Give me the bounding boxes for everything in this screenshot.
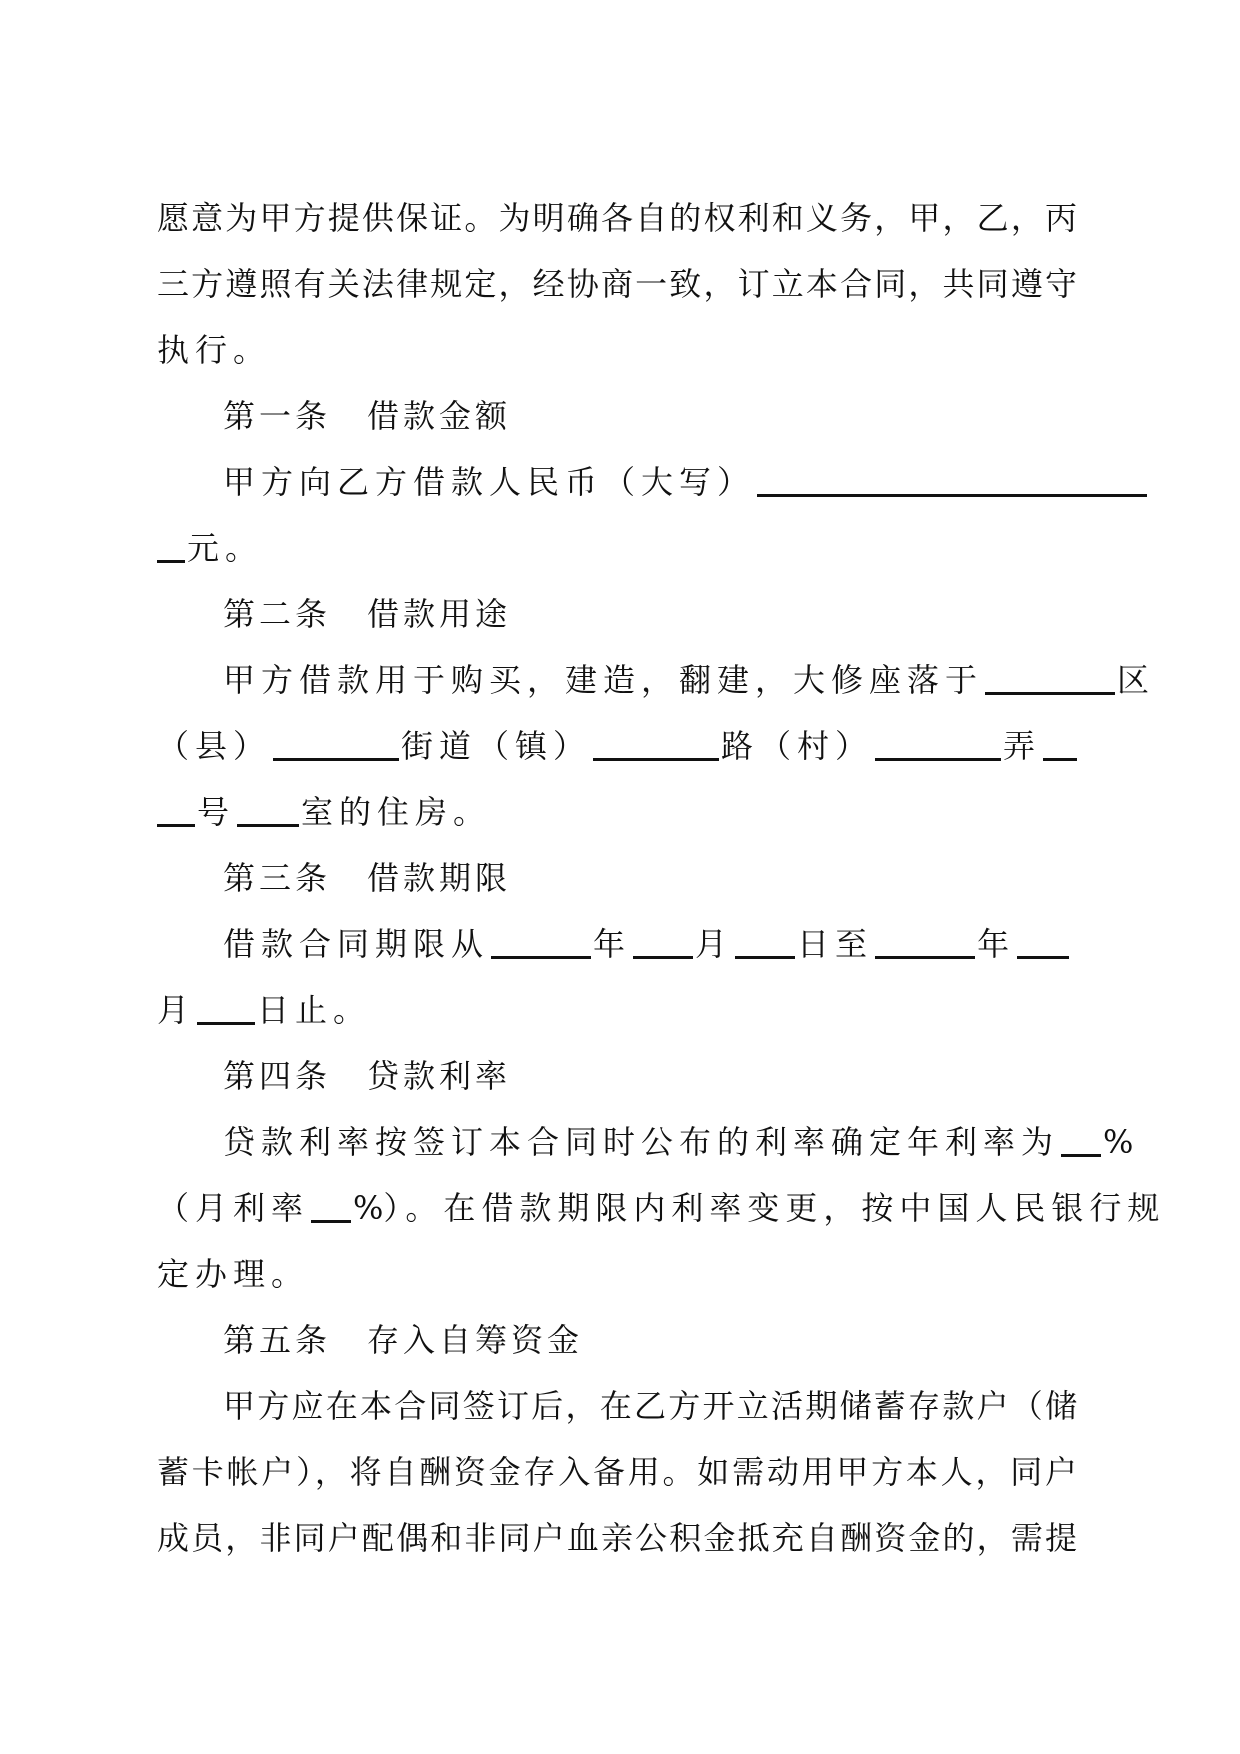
term-from-label: 借款合同期限从 [223, 925, 490, 963]
number-label: 号 [197, 793, 236, 831]
lane-label: 弄 [1003, 727, 1042, 765]
monthly-rate-percent: % [353, 1189, 384, 1227]
loan-amount-blank[interactable] [757, 454, 1147, 497]
article-2-line-1 [157, 647, 1156, 713]
lane-blank-cont[interactable] [157, 784, 195, 827]
document-page [157, 185, 1166, 1571]
article-4-text: 贷款利率按签订本合同时公布的利率确定年利率为 [223, 1123, 1060, 1161]
article-4-line-3: 定办理。 [157, 1255, 310, 1293]
article-2-line-3 [157, 779, 1077, 845]
district-label: 区 [1117, 661, 1156, 699]
article-4-line-1 [157, 1109, 1134, 1175]
street-label: 街道（镇） [401, 727, 592, 765]
intro-line-3: 执行。 [157, 331, 272, 369]
start-month-blank[interactable] [633, 916, 693, 959]
start-year-blank[interactable] [491, 916, 591, 959]
district-blank[interactable] [985, 652, 1115, 695]
article-3-heading: 第三条 借款期限 [223, 859, 512, 897]
county-label: （县） [157, 727, 272, 765]
article-2-line-2 [157, 713, 1077, 779]
room-label: 室的住房。 [301, 793, 492, 831]
monthly-rate-blank[interactable] [311, 1180, 351, 1223]
number-blank[interactable] [237, 784, 299, 827]
intro-line-2: 三方遵照有关法律规定，经协商一致，订立本合同，共同遵守 [157, 265, 1077, 303]
article-5-line-2: 蓄卡帐户），将自酬资金存入备用。如需动用甲方本人，同户 [157, 1453, 1077, 1491]
lane-blank[interactable] [1043, 718, 1077, 761]
end-month-label: 月 [157, 991, 196, 1029]
article-4-text-2: ）。在借款期限内利率变更，按中国人民银行规 [383, 1189, 1166, 1227]
end-month-blank[interactable] [1017, 916, 1069, 959]
article-5-line-3: 成员，非同户配偶和非同户血亲公积金抵充自酬资金的，需提 [157, 1519, 1077, 1557]
start-day-blank[interactable] [735, 916, 795, 959]
end-year-blank[interactable] [875, 916, 975, 959]
end-day-blank[interactable] [197, 982, 255, 1025]
road-label: 路（村） [721, 727, 874, 765]
article-3-line-1 [157, 911, 1077, 977]
article-1-line-2 [157, 515, 1077, 581]
article-3-line-2 [157, 977, 1077, 1043]
loan-amount-blank-cont[interactable] [157, 520, 185, 563]
monthly-rate-label: （月利率 [157, 1189, 310, 1227]
end-year-label: 年 [977, 925, 1016, 963]
intro-line-1: 愿意为甲方提供保证。为明确各自的权利和义务，甲，乙，丙 [157, 199, 1077, 237]
county-blank[interactable] [273, 718, 399, 761]
year-label: 年 [593, 925, 632, 963]
article-1-text: 甲方向乙方借款人民币（大写） [223, 463, 756, 501]
article-2-text: 甲方借款用于购买，建造，翻建，大修座落于 [223, 661, 984, 699]
article-2-heading: 第二条 借款用途 [223, 595, 512, 633]
article-1-line-1 [157, 449, 1077, 515]
article-1-heading: 第一条 借款金额 [223, 397, 512, 435]
article-4-line-2 [157, 1175, 1166, 1241]
yuan-label: 元。 [187, 529, 264, 567]
annual-rate-blank[interactable] [1061, 1114, 1101, 1157]
street-blank[interactable] [593, 718, 719, 761]
article-5-heading: 第五条 存入自筹资金 [223, 1321, 584, 1359]
article-5-line-1: 甲方应在本合同签订后，在乙方开立活期储蓄存款户（储 [223, 1387, 1077, 1425]
end-day-label: 日止。 [257, 991, 372, 1029]
day-to-label: 日至 [797, 925, 874, 963]
road-blank[interactable] [875, 718, 1001, 761]
month-label: 月 [695, 925, 734, 963]
annual-rate-percent: % [1103, 1123, 1134, 1161]
article-4-heading: 第四条 贷款利率 [223, 1057, 512, 1095]
